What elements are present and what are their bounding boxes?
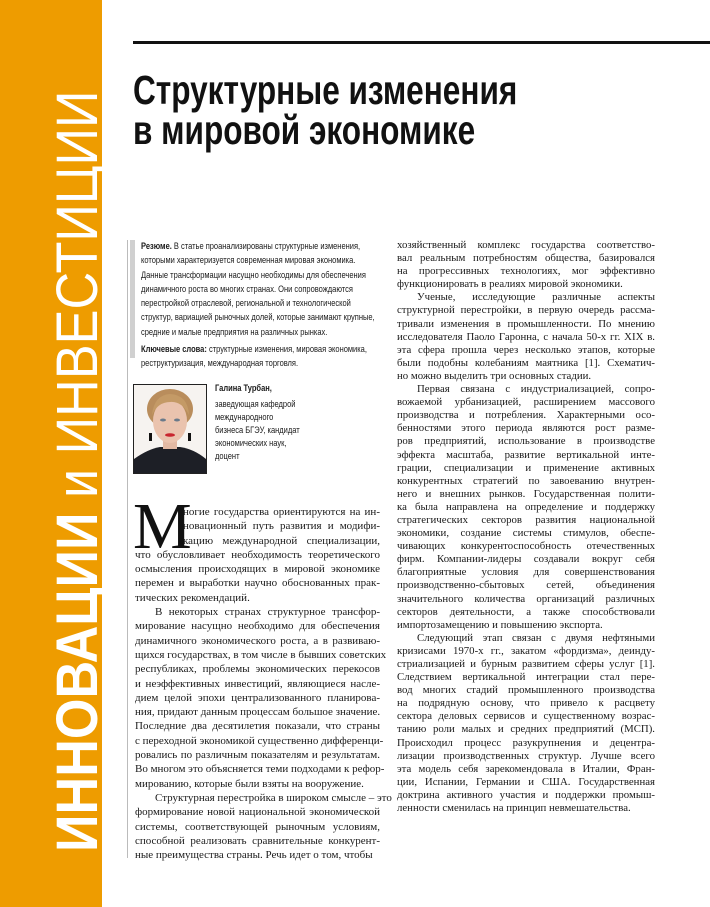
section-label <box>45 90 110 852</box>
text-line: него и внешних рынков. Государственная полити- <box>397 487 655 500</box>
text-line: ленности сменилась на принцип невмешательства. <box>397 802 631 815</box>
text-line: грации, специализации и применение активных <box>397 461 655 474</box>
text-line: исследователя Паоло Гаронна, с начала 50-х гг. XIX в. <box>397 330 655 343</box>
author-portrait-icon <box>134 385 206 473</box>
text-line: конкурентных стратегий по завоеванию внутрен- <box>397 474 655 487</box>
drop-cap: М <box>133 490 192 563</box>
title-line-2: в мировой экономике <box>133 107 476 153</box>
article-title <box>133 67 518 153</box>
text-line: щихся государствах, в том числе в бывших советских <box>135 648 387 661</box>
text-line: ка была направлена на определение и поддержку <box>397 500 655 513</box>
text-line: республиках, проблемы экономических перекосов <box>135 663 380 676</box>
text-line: стриализацией и бурным развитием сферы услуг [1]. <box>397 658 655 670</box>
text-line: новационный путь развития и модифи- <box>183 520 380 533</box>
author-line: международного <box>215 411 274 422</box>
text-line: мированию, которые были взяты на вооружение. <box>135 777 364 790</box>
text-line: эта модель себя зарекомендовала в Италии, Фран- <box>397 762 655 775</box>
text-line: сектора деловых сервисов и существенному возрас- <box>397 710 655 723</box>
text-line: Последние два десятилетия показали, что страны <box>135 720 380 733</box>
text-line: производственно-сбытовых сетей, объединения <box>397 579 655 592</box>
text-line: перемен и выработки научно обоснованных прак- <box>135 577 380 590</box>
text-line: с переходной экономикой существенно дифференци- <box>135 734 384 747</box>
text-line: системы, соответствующей рыночным условиям, <box>135 820 380 833</box>
text-line: Происходил процесс разукрупнения и децентра- <box>397 736 655 749</box>
text-line: Ученые, исследующие различные аспекты <box>417 291 655 304</box>
column-divider <box>127 240 128 858</box>
text-line: ровались по различным показателям и результатам. <box>135 749 380 762</box>
text-line: импортозамещению и повышению экспорта. <box>397 618 603 631</box>
header-rule <box>133 41 710 44</box>
text-line: формирование новой национальной экономической <box>135 806 380 819</box>
section-label-light: и ИНВЕСТИЦИИ <box>45 90 110 513</box>
right-column <box>397 239 655 815</box>
text-line: что обусловливает необходимость теоретического <box>135 548 380 561</box>
author-photo <box>133 384 207 474</box>
text-line: тривали изменения в промышленности. По мнению <box>397 317 655 330</box>
text-line: доктрина активного участия и поддержки промыш- <box>397 788 655 801</box>
text-line: дием целой эпохи централизованного планирова- <box>135 691 380 704</box>
text-line: танию роли малых и средних предприятий (МСП). <box>397 723 655 736</box>
author-info <box>215 381 327 462</box>
section-label-bold: ИННОВАЦИИ <box>45 512 110 852</box>
text-line: чивающих конкурентоспособность отечественных <box>397 540 655 553</box>
text-line: значительного количества организаций различных <box>397 592 655 605</box>
keywords-label: Ключевые слова: <box>141 343 207 355</box>
author-line: заведующая кафедрой <box>215 398 296 409</box>
text-line: фирм. Компании-лидеры создавали вокруг себя <box>397 553 655 566</box>
text-line: ногие государства ориентируются на ин- <box>183 506 380 518</box>
text-line: стратегических секторов развития национальной <box>397 513 655 526</box>
text-line: ров предприятий, использование в производстве <box>397 435 655 448</box>
text-line: Структурная перестройка в широком смысле – это <box>155 791 392 804</box>
author-line: экономических наук, <box>215 437 287 448</box>
text-line: тических рекомендаций. <box>135 591 250 604</box>
text-line: были подобны колебаниям маятника [1]. Схематич- <box>397 356 655 369</box>
text-line: кризисами 1970-х гг., закатом «фордизма», деинду- <box>397 644 655 657</box>
abstract-bar <box>130 240 135 358</box>
text-line: осмысления происходящих в мировой экономике <box>135 563 380 576</box>
abstract <box>141 239 381 374</box>
keywords-text: структурные изменения, мировая экономика, реструктуризация, международная торговля. <box>141 343 367 369</box>
author-line: доцент <box>215 450 240 461</box>
text-line: бенностями этого периода являются рост разме- <box>397 422 655 435</box>
abstract-text: В статье проанализированы структурные изменения, которыми характеризуется современная мировая экономика. Данные трансформации насущно необходимы для обеспечения динамичного роста во многих странах. Они сопровождаются перестройкой отраслевой, региональной и технологической структур, вариацией рыночных долей, которые занимают крупные, средние и малые предприятия на различных рынках. <box>141 240 375 337</box>
author-line: бизнеса БГЭУ, кандидат <box>215 424 300 435</box>
text-line: мирование насущно необходимо для обеспечения <box>135 620 380 633</box>
text-line: Следующий этап связан с двумя нефтяными <box>417 631 655 644</box>
text-line: лизации производственных структур. Лучше всего <box>397 749 655 762</box>
text-line: ния, придают данным процессам большое значение. <box>135 706 381 719</box>
text-line: Во многом это объясняется теми подходами к рефор- <box>135 763 385 776</box>
text-line: на прогрессивных технологиях, мог эффективно <box>397 265 655 278</box>
text-line: кацию международной специализации, <box>183 534 380 547</box>
text-line: динамичного экономического роста, а в развиваю- <box>135 634 380 647</box>
abstract-label: Резюме. <box>141 240 172 251</box>
author-name: Галина Турбан, <box>215 382 272 393</box>
text-line: секторов деятельности, а также способствовали <box>397 605 655 618</box>
text-line: производства и потребления. Характерными осо- <box>397 409 655 422</box>
text-line: эффекта масштаба, развитие вертикальной инте- <box>397 448 655 461</box>
text-line: функционировать в реалиях мировой экономики. <box>397 278 623 291</box>
text-line: Следствием вертикальной интеграции стал пере- <box>397 671 655 684</box>
text-line: Первая связана с индустриализацией, сопро- <box>417 383 655 396</box>
text-line: благоприятные условия для совершенствования <box>397 566 655 579</box>
left-column <box>135 505 392 862</box>
text-line: вод многих стадий промышленного производства <box>397 684 655 697</box>
text-line: вал реальным потребностям общества, базировался <box>397 252 655 265</box>
text-line: В некоторых странах структурное трансфор- <box>155 606 380 619</box>
text-line: и неэффективных инвестиций, являющиеся насле- <box>135 677 380 690</box>
text-line: структурной перестройки, в первую очередь рассма- <box>397 304 655 317</box>
text-line: хозяйственный комплекс государства соответство- <box>397 239 655 251</box>
text-line: вожаемой урбанизацией, расширением массового <box>397 396 655 409</box>
text-line: но можно выделить три основных стадии. <box>397 369 592 382</box>
text-line: экономики, создание системы стимулов, обеспе- <box>397 527 655 540</box>
title-line-1: Структурные изменения <box>133 67 518 113</box>
text-line: ции, Испании, Германии и США. Государственная <box>397 775 655 788</box>
text-line: эта сфера прошла через несколько этапов, которые <box>397 343 655 356</box>
text-line: ные преимущества страны. Речь идет о том, чтобы <box>135 849 373 862</box>
text-line: способной реализовать сравнительные конкурент- <box>135 834 380 847</box>
text-line: на подрядную основу, что привело к расцвету <box>397 697 655 710</box>
